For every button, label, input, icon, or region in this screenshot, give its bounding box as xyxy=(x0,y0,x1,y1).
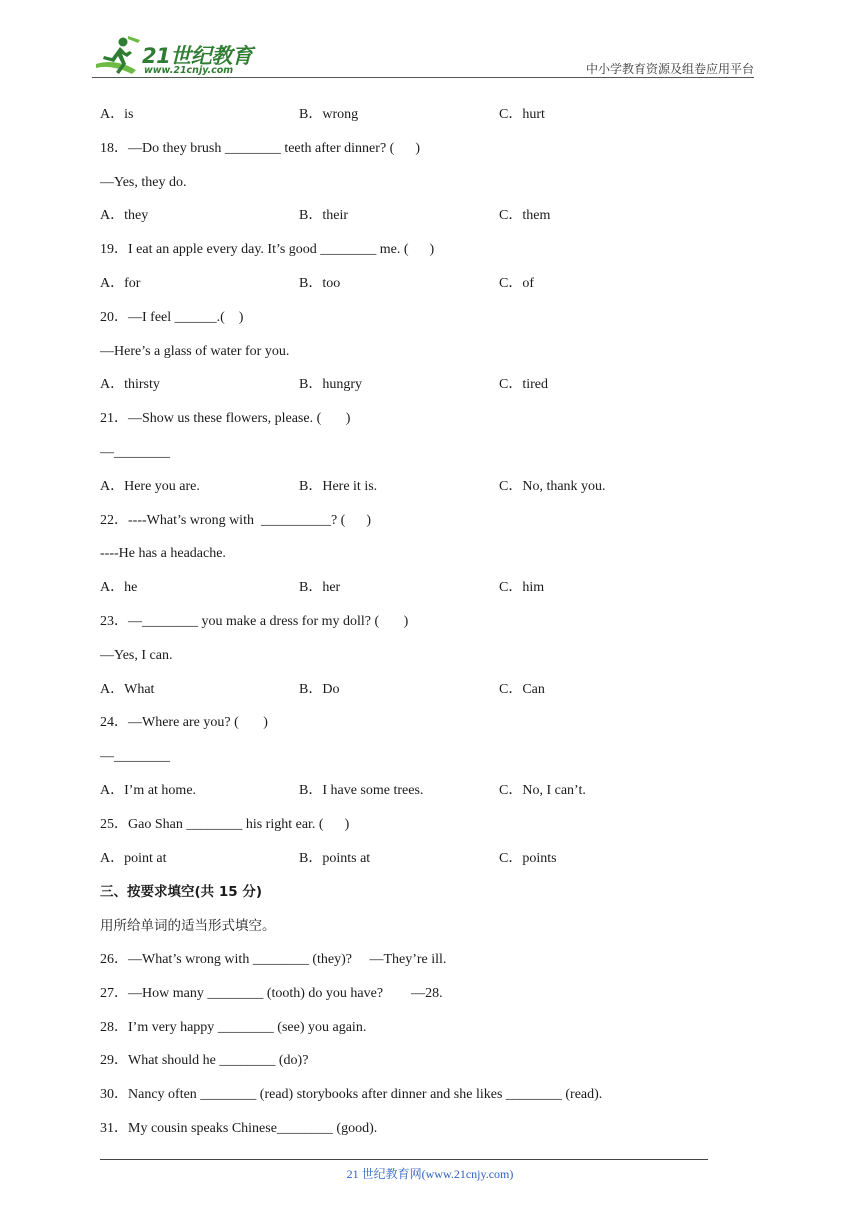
option-a: A．Here you are. xyxy=(100,478,200,494)
question-text: —Yes, they do. xyxy=(100,174,187,190)
question-text: 29．What should he ________ (do)? xyxy=(100,1053,309,1069)
question-line xyxy=(100,442,760,476)
header-platform-label: 中小学教育资源及组卷应用平台 xyxy=(585,62,754,76)
answer-options-row xyxy=(100,273,760,307)
question-line xyxy=(100,746,760,780)
question-text: —________ xyxy=(100,749,170,765)
option-c: C．hurt xyxy=(499,107,545,122)
question-text: 26．—What’s wrong with ________ (they)? —They’re ill. xyxy=(100,951,447,967)
runner-logo-icon xyxy=(92,34,142,78)
option-b: B．their xyxy=(299,208,348,224)
answer-options-row xyxy=(100,205,760,239)
question-line xyxy=(100,510,760,544)
question-text: 20．—I feel ______.( ) xyxy=(100,309,244,325)
option-b: B．Here it is. xyxy=(299,478,378,494)
question-text: —Here’s a glass of water for you. xyxy=(100,343,290,359)
logo-url: www.21cnjy.com xyxy=(144,65,234,76)
header-divider xyxy=(92,77,754,78)
section-heading xyxy=(100,881,760,915)
question-text: 22．----What’s wrong with __________? ( ) xyxy=(100,512,372,528)
question-content xyxy=(100,104,760,1152)
answer-options-row xyxy=(100,104,760,138)
question-line xyxy=(100,543,760,577)
option-c: C．of xyxy=(499,275,534,291)
answer-options-row xyxy=(100,476,760,510)
question-line xyxy=(100,983,760,1017)
question-text: 30．Nancy often ________ (read) storybooks after dinner and she likes ________ (read). xyxy=(100,1087,603,1103)
option-a: A．I’m at home. xyxy=(100,782,197,798)
footer-divider xyxy=(100,1159,708,1160)
question-text: 24．—Where are you? ( ) xyxy=(100,715,268,731)
option-c: C．them xyxy=(499,208,551,224)
logo-title: 21世纪教育 xyxy=(142,44,253,68)
option-b: B．points at xyxy=(299,850,371,866)
question-text: 25．Gao Shan ________ his right ear. ( ) xyxy=(100,816,350,832)
question-text: 28．I’m very happy ________ (see) you again. xyxy=(100,1019,367,1035)
answer-options-row xyxy=(100,780,760,814)
question-line xyxy=(100,814,760,848)
question-text: 27．—How many ________ (tooth) do you have? —28. xyxy=(100,985,443,1001)
option-c: C．No, I can’t. xyxy=(499,782,586,798)
question-line xyxy=(100,1050,760,1084)
option-a: A．he xyxy=(100,580,138,596)
option-c: C．tired xyxy=(499,377,548,393)
question-text: 19．I eat an apple every day. It’s good ________ me. ( ) xyxy=(100,242,435,258)
option-b: B．her xyxy=(299,580,341,596)
option-a: A．is xyxy=(100,107,134,122)
page-header xyxy=(0,0,860,80)
option-c: C．him xyxy=(499,580,545,596)
question-line xyxy=(100,949,760,983)
question-text: 23．—________ you make a dress for my doll? ( ) xyxy=(100,613,409,629)
question-line xyxy=(100,172,760,206)
section-heading-text: 三、按要求填空(共 15 分) xyxy=(100,884,263,901)
option-a: A．point at xyxy=(100,850,167,866)
question-line xyxy=(100,408,760,442)
question-text: 21．—Show us these flowers, please. ( ) xyxy=(100,411,351,427)
option-c: C．points xyxy=(499,850,557,866)
option-b: B．wrong xyxy=(299,107,359,122)
question-line xyxy=(100,239,760,273)
instruction-text: 用所给单词的适当形式填空。 xyxy=(100,918,276,935)
option-c: C．Can xyxy=(499,681,545,697)
question-line xyxy=(100,1017,760,1051)
answer-options-row xyxy=(100,848,760,882)
site-logo[interactable] xyxy=(92,34,262,80)
footer-link[interactable]: 21 世纪教育网(www.21cnjy.com) xyxy=(346,1167,514,1181)
question-text: 18．—Do they brush ________ teeth after dinner? ( ) xyxy=(100,140,420,156)
option-a: A．What xyxy=(100,681,155,697)
option-a: A．thirsty xyxy=(100,377,160,393)
question-line xyxy=(100,712,760,746)
answer-options-row xyxy=(100,374,760,408)
question-line xyxy=(100,645,760,679)
question-text: —Yes, I can. xyxy=(100,647,173,663)
question-line xyxy=(100,1084,760,1118)
question-text: ----He has a headache. xyxy=(100,546,226,562)
question-line xyxy=(100,1118,760,1152)
option-c: C．No, thank you. xyxy=(499,478,606,494)
option-a: A．for xyxy=(100,275,141,291)
option-b: B．Do xyxy=(299,681,340,697)
option-a: A．they xyxy=(100,208,149,224)
question-line xyxy=(100,341,760,375)
option-b: B．too xyxy=(299,275,341,291)
answer-options-row xyxy=(100,577,760,611)
instruction-line xyxy=(100,915,760,949)
question-line xyxy=(100,138,760,172)
answer-options-row xyxy=(100,679,760,713)
option-b: B．hungry xyxy=(299,377,362,393)
question-line xyxy=(100,307,760,341)
question-text: —________ xyxy=(100,444,170,460)
question-line xyxy=(100,611,760,645)
option-b: B．I have some trees. xyxy=(299,782,424,798)
question-text: 31．My cousin speaks Chinese________ (good). xyxy=(100,1120,378,1136)
